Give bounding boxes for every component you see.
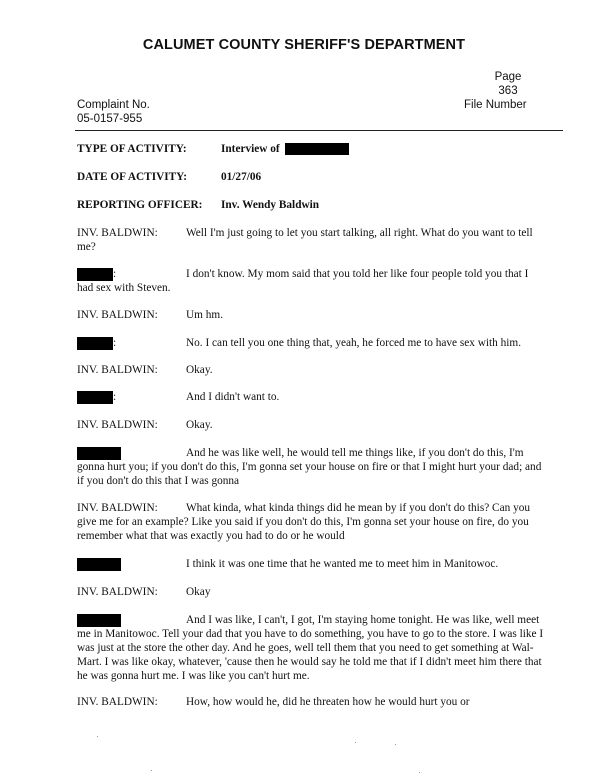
speaker-label xyxy=(77,446,121,460)
utterance-text: Well I'm just going to let you start talking, all right. What do you want to tell me? xyxy=(77,227,533,253)
reporting-officer-label: REPORTING OFFICER: xyxy=(77,199,203,211)
redaction-box xyxy=(77,558,121,571)
speaker-label: INV. BALDWIN: xyxy=(77,502,158,514)
speaker-label: INV. BALDWIN: xyxy=(77,696,158,708)
utterance-text: Okay. xyxy=(186,419,213,431)
speaker-label xyxy=(77,336,116,350)
transcript-entry xyxy=(77,695,547,709)
speaker-label: INV. BALDWIN: xyxy=(77,419,158,431)
utterance-text: And I didn't want to. xyxy=(186,391,280,403)
file-number-label: File Number xyxy=(464,99,527,111)
speaker-label: INV. BALDWIN: xyxy=(77,586,158,598)
page-label: Page xyxy=(494,71,522,83)
utterance-text: I don't know. My mom said that you told her like four people told you that I had sex with Steven. xyxy=(77,268,529,294)
complaint-number: 05-0157-955 xyxy=(77,113,143,125)
transcript-entry xyxy=(77,363,547,377)
speaker-label xyxy=(77,267,116,281)
speaker-label: INV. BALDWIN: xyxy=(77,309,158,321)
redaction-box xyxy=(77,614,121,627)
header-divider xyxy=(75,130,563,131)
department-title: CALUMET COUNTY SHERIFF'S DEPARTMENT xyxy=(142,37,466,53)
utterance-text: No. I can tell you one thing that, yeah, he forced me to have sex with him. xyxy=(186,337,522,349)
utterance-text: What kinda, what kinda things did he mean by if you don't do this? Can you give me for an example? Like you said if you don't do this, I'm gonna set your house on fire, do you remember what that was exactly you had to do or he would xyxy=(77,502,531,542)
utterance-text: Okay xyxy=(186,586,211,598)
transcript-entry xyxy=(77,613,547,683)
speaker-label: INV. BALDWIN: xyxy=(77,364,158,376)
speaker-colon: : xyxy=(113,337,117,349)
complaint-label: Complaint No. xyxy=(77,99,150,111)
transcript-entry xyxy=(77,446,547,488)
date-of-activity-label: DATE OF ACTIVITY: xyxy=(77,171,188,183)
transcript-entry xyxy=(77,418,547,432)
speaker-label: INV. BALDWIN: xyxy=(77,227,158,239)
speaker-colon: : xyxy=(113,268,117,280)
type-of-activity-text: Interview of xyxy=(221,143,280,155)
page-number: 363 xyxy=(498,85,518,97)
utterance-text: I think it was one time that he wanted me to meet him in Manitowoc. xyxy=(186,558,499,570)
scan-speck xyxy=(355,742,356,743)
reporting-officer-value: Inv. Wendy Baldwin xyxy=(221,199,320,211)
utterance-text: Um hm. xyxy=(186,309,224,321)
transcript-entry xyxy=(77,501,547,543)
speaker-label xyxy=(77,613,121,627)
transcript-entry xyxy=(77,390,547,404)
type-of-activity-label: TYPE OF ACTIVITY: xyxy=(77,143,187,155)
transcript-entry xyxy=(77,308,547,322)
scan-speck xyxy=(97,736,98,737)
redaction-box xyxy=(77,337,113,350)
scan-speck xyxy=(419,772,420,773)
speaker-label xyxy=(77,557,121,571)
transcript-entry xyxy=(77,226,547,254)
transcript-entry xyxy=(77,267,547,295)
speaker-colon: : xyxy=(113,391,117,403)
utterance-text: And I was like, I can't, I got, I'm staying home tonight. He was like, well meet me in Manitowoc. Tell your dad that you have to do something, you have to go to the store. I was like I was just at the store the other day. And he goes, well tell them that you need to get something at Wal-Mart. I was like okay, whatever, 'cause then he would say he told me that if I didn't meet him there that he was gonna hurt me. I was like you can't hurt me. xyxy=(77,614,544,682)
type-of-activity-value xyxy=(221,142,349,156)
redaction-box xyxy=(285,143,349,155)
utterance-text: Okay. xyxy=(186,364,213,376)
transcript-entry xyxy=(77,557,547,571)
scan-speck xyxy=(395,744,396,745)
transcript-entry xyxy=(77,585,547,599)
redaction-box xyxy=(77,447,121,460)
date-of-activity-value: 01/27/06 xyxy=(221,171,262,183)
speaker-label xyxy=(77,390,116,404)
utterance-text: How, how would he, did he threaten how he would hurt you or xyxy=(186,696,470,708)
transcript-entry xyxy=(77,336,547,350)
utterance-text: And he was like well, he would tell me things like, if you don't do this, I'm gonna hurt you; if you don't do this, I'm gonna set your house on fire or that I might hurt your dad; and if you don't do this that I was gonna xyxy=(77,447,542,487)
redaction-box xyxy=(77,268,113,281)
redaction-box xyxy=(77,391,113,404)
scan-speck xyxy=(151,770,152,771)
